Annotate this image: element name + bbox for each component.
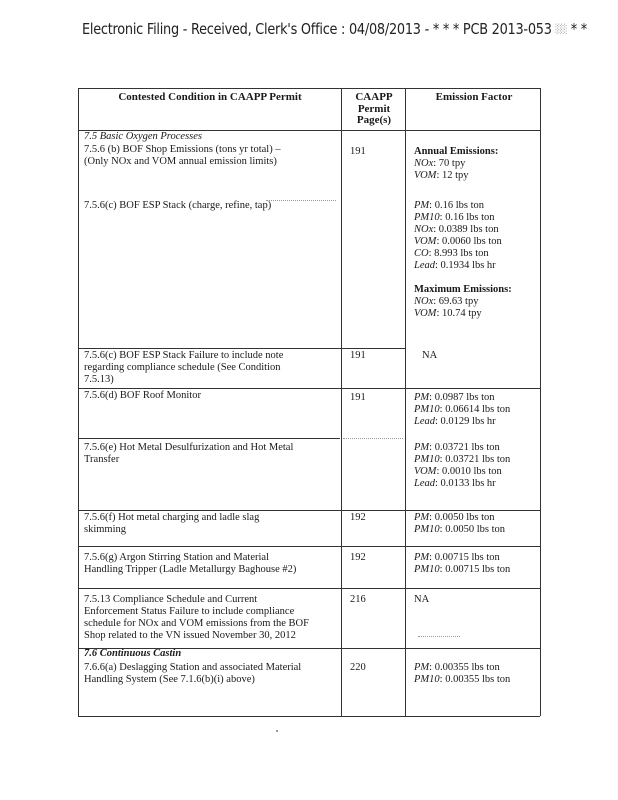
emission-amount: : 0.00355 lbs ton bbox=[439, 674, 511, 685]
emission-value bbox=[414, 674, 510, 686]
pollutant: PM bbox=[414, 552, 430, 563]
condition-text: 7.5.6(c) BOF ESP Stack Failure to include note bbox=[84, 350, 284, 361]
emission-value bbox=[414, 200, 484, 212]
pollutant: VOM bbox=[414, 170, 437, 181]
emission-value bbox=[414, 170, 469, 182]
emission-value bbox=[414, 392, 495, 404]
pollutant: Lead bbox=[414, 416, 435, 427]
emission-table bbox=[78, 88, 540, 716]
stamp-smudge: ░░ bbox=[555, 24, 567, 35]
condition-text: (Only NOx and VOM annual emission limits) bbox=[84, 156, 277, 167]
faded-rule bbox=[343, 438, 403, 440]
filing-stamp-text: Electronic Filing - Received, Clerk's Office : 04/08/2013 - * * * PCB 2013-053 bbox=[82, 20, 552, 38]
emission-amount: : 0.16 lbs ton bbox=[439, 212, 495, 223]
emission-amount: : 0.0133 lbs hr bbox=[435, 478, 496, 489]
condition-text: 7.5.13 Compliance Schedule and Current bbox=[84, 594, 258, 605]
condition-text: Enforcement Status Failure to include compliance bbox=[84, 606, 295, 617]
emission-amount: : 0.00715 lbs ton bbox=[429, 552, 500, 563]
emission-value bbox=[414, 564, 510, 576]
pollutant: NOx bbox=[414, 224, 434, 235]
pollutant: PM10 bbox=[414, 212, 440, 223]
permit-page: 191 bbox=[350, 392, 366, 403]
emission-label: NA bbox=[422, 350, 438, 361]
permit-page: 220 bbox=[350, 662, 366, 673]
row-rule bbox=[78, 588, 540, 589]
table-left-rule bbox=[78, 88, 79, 716]
emission-value bbox=[414, 552, 500, 564]
pollutant: Lead bbox=[414, 478, 435, 489]
emission-amount: : 70 tpy bbox=[433, 158, 466, 169]
emission-amount: : 0.1934 lbs hr bbox=[435, 260, 496, 271]
condition-text: 7.5.6(g) Argon Stirring Station and Material bbox=[84, 552, 269, 563]
emission-value bbox=[414, 524, 505, 536]
pollutant: Lead bbox=[414, 260, 435, 271]
row-rule bbox=[78, 438, 340, 439]
section-heading: 7.5 Basic Oxygen Processes bbox=[84, 131, 202, 142]
emission-amount: : 0.03721 lbs ton bbox=[439, 454, 511, 465]
condition-text: 7.5.6(c) BOF ESP Stack (charge, refine, tap) bbox=[84, 200, 272, 211]
emission-value bbox=[414, 404, 510, 416]
row-rule bbox=[78, 348, 405, 349]
emission-amount: : 0.0050 lbs ton bbox=[439, 524, 506, 535]
pollutant: CO bbox=[414, 248, 429, 259]
emission-amount: : 0.0050 lbs ton bbox=[429, 512, 495, 523]
pollutant: PM bbox=[414, 392, 430, 403]
emission-value bbox=[414, 466, 502, 478]
table-top-rule bbox=[78, 88, 540, 89]
page-speck bbox=[276, 730, 278, 732]
pollutant: NOx bbox=[414, 158, 434, 169]
column-header-page: CAAPP Permit Page(s) bbox=[355, 91, 393, 126]
emission-value bbox=[414, 212, 495, 224]
emission-value bbox=[414, 296, 478, 308]
pollutant: PM10 bbox=[414, 564, 440, 575]
emission-amount: : 0.0129 lbs hr bbox=[435, 416, 496, 427]
emission-label: Annual Emissions: bbox=[414, 146, 499, 157]
pollutant: NOx bbox=[414, 296, 434, 307]
filing-stamp bbox=[82, 20, 587, 38]
condition-text: 7.5.6 (b) BOF Shop Emissions (tons yr total) – bbox=[84, 144, 281, 155]
column-header-factor: Emission Factor bbox=[435, 91, 513, 103]
emission-amount: : 0.0987 lbs ton bbox=[429, 392, 495, 403]
emission-amount: : 0.0060 lbs ton bbox=[436, 236, 502, 247]
emission-label: Maximum Emissions: bbox=[414, 284, 512, 295]
permit-page: 216 bbox=[350, 594, 366, 605]
emission-value bbox=[414, 454, 510, 466]
condition-text: skimming bbox=[84, 524, 127, 535]
filing-stamp-tail: * * bbox=[570, 20, 587, 38]
condition-text: Shop related to the VN issued November 30, 2012 bbox=[84, 630, 296, 641]
emission-value bbox=[414, 512, 495, 524]
permit-page: 191 bbox=[350, 350, 366, 361]
pollutant: VOM bbox=[414, 236, 437, 247]
pollutant: VOM bbox=[414, 466, 437, 477]
emission-amount: : 0.0389 lbs ton bbox=[433, 224, 499, 235]
column-header-condition: Contested Condition in CAAPP Permit bbox=[118, 91, 302, 103]
column-divider-2 bbox=[405, 88, 406, 716]
row-rule bbox=[78, 388, 540, 389]
condition-text: schedule for NOx and VOM emissions from the BOF bbox=[84, 618, 309, 629]
emission-amount: : 0.03721 lbs ton bbox=[429, 442, 500, 453]
table-bottom-rule bbox=[78, 716, 540, 717]
emission-amount: : 0.06614 lbs ton bbox=[439, 404, 511, 415]
pollutant: PM10 bbox=[414, 404, 440, 415]
column-divider-1 bbox=[341, 88, 342, 716]
pollutant: PM bbox=[414, 512, 430, 523]
condition-text: 7.6.6(a) Deslagging Station and associated Material bbox=[84, 662, 302, 673]
emission-value bbox=[414, 236, 502, 248]
emission-amount: : 0.00355 lbs ton bbox=[429, 662, 500, 673]
emission-amount: : 0.0010 lbs ton bbox=[436, 466, 502, 477]
condition-text: Handling Tripper (Ladle Metallurgy Baghouse #2) bbox=[84, 564, 297, 575]
pollutant: VOM bbox=[414, 308, 437, 319]
permit-page: 191 bbox=[350, 146, 366, 157]
emission-value bbox=[414, 662, 500, 674]
condition-text: 7.5.6(f) Hot metal charging and ladle slag bbox=[84, 512, 260, 523]
permit-page: 192 bbox=[350, 512, 366, 523]
pollutant: PM10 bbox=[414, 524, 440, 535]
emission-value bbox=[414, 158, 465, 170]
emission-value bbox=[414, 224, 499, 236]
condition-text: regarding compliance schedule (See Condition bbox=[84, 362, 281, 373]
condition-text: 7.5.6(d) BOF Roof Monitor bbox=[84, 390, 201, 401]
pollutant: PM bbox=[414, 200, 430, 211]
section-heading: 7.6 Continuous Castin bbox=[84, 648, 182, 659]
faded-rule bbox=[418, 636, 460, 638]
emission-amount: : 0.16 lbs ton bbox=[429, 200, 485, 211]
faded-rule bbox=[266, 200, 336, 202]
pollutant: PM bbox=[414, 662, 430, 673]
emission-amount: : 69.63 tpy bbox=[433, 296, 479, 307]
emission-value bbox=[414, 416, 496, 428]
condition-text: 7.5.13) bbox=[84, 374, 114, 385]
condition-text: 7.5.6(e) Hot Metal Desulfurization and Hot Metal bbox=[84, 442, 294, 453]
pollutant: PM10 bbox=[414, 454, 440, 465]
condition-text: Handling System (See 7.1.6(b)(i) above) bbox=[84, 674, 255, 685]
emission-value bbox=[414, 478, 496, 490]
permit-page: 192 bbox=[350, 552, 366, 563]
emission-value bbox=[414, 308, 482, 320]
emission-amount: : 12 tpy bbox=[436, 170, 469, 181]
emission-label: NA bbox=[414, 594, 430, 605]
emission-amount: : 8.993 lbs ton bbox=[428, 248, 489, 259]
row-rule bbox=[78, 546, 540, 547]
emission-amount: : 0.00715 lbs ton bbox=[439, 564, 511, 575]
pollutant: PM10 bbox=[414, 674, 440, 685]
table-right-rule bbox=[540, 88, 541, 716]
emission-value bbox=[414, 442, 500, 454]
row-rule bbox=[78, 510, 540, 511]
emission-amount: : 10.74 tpy bbox=[436, 308, 482, 319]
emission-value bbox=[414, 248, 489, 260]
condition-text: Transfer bbox=[84, 454, 120, 465]
emission-value bbox=[414, 260, 496, 272]
pollutant: PM bbox=[414, 442, 430, 453]
